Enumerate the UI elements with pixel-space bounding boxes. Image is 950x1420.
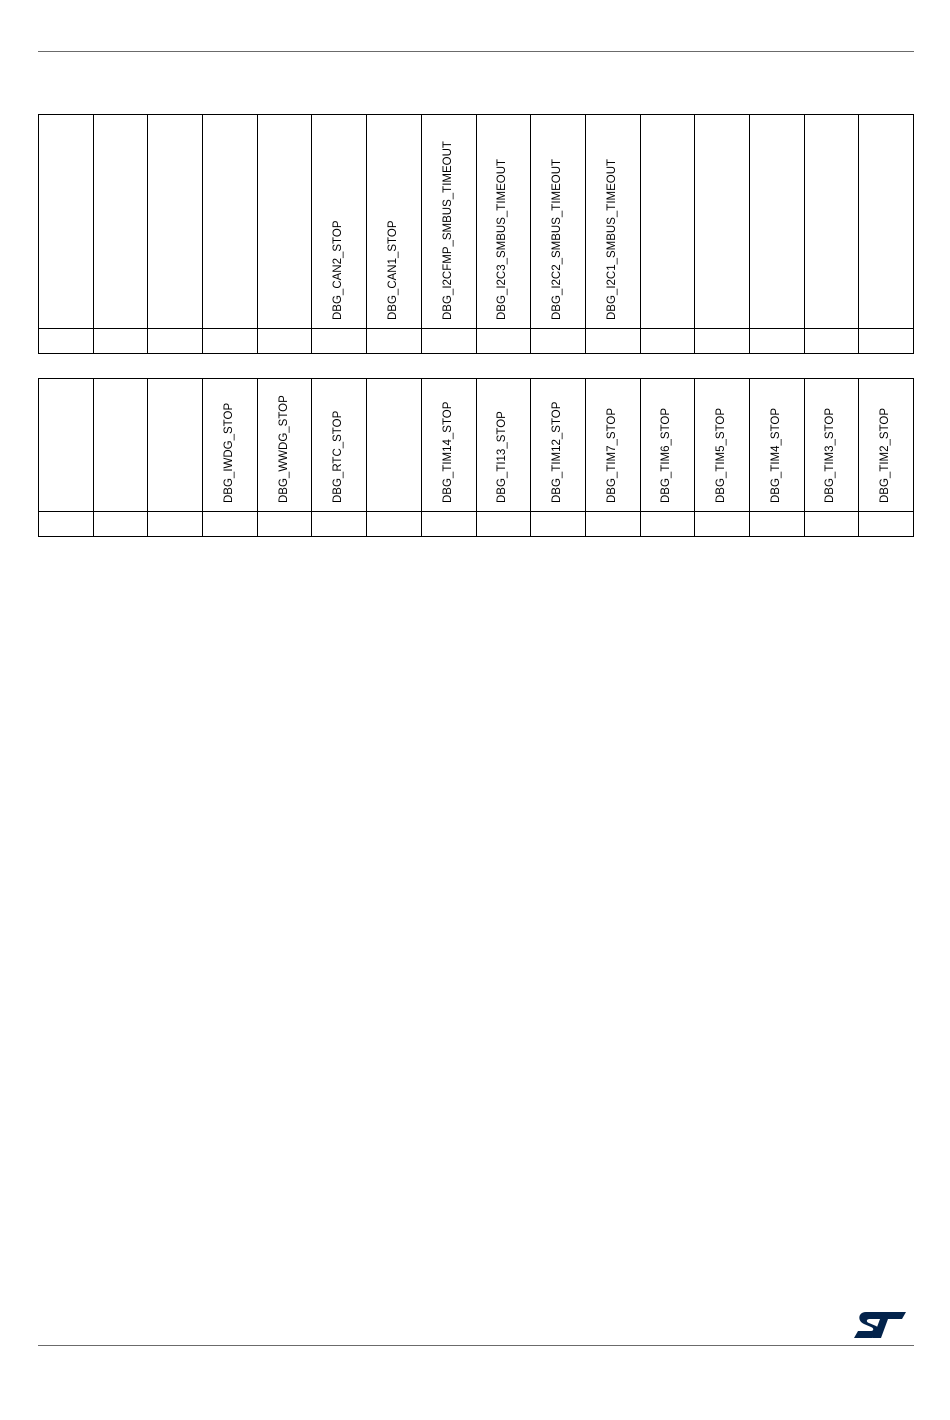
field-name-label: DBG_CAN2_STOP xyxy=(332,220,345,320)
field-name-label: DBG_TIM14_STOP xyxy=(441,401,454,503)
field-name-cell xyxy=(640,115,695,329)
field-value-cell xyxy=(640,329,695,354)
field-value-cell xyxy=(476,512,531,537)
field-name-cell xyxy=(421,379,476,512)
field-value-cell xyxy=(148,329,203,354)
field-value-cell xyxy=(749,512,804,537)
field-value-cell xyxy=(257,512,312,537)
header-rule xyxy=(38,51,914,52)
field-value-cell xyxy=(531,329,586,354)
field-name-cell xyxy=(257,115,312,329)
field-value-cell xyxy=(476,329,531,354)
field-value-cell xyxy=(640,512,695,537)
field-value-cell xyxy=(421,512,476,537)
field-name-row xyxy=(39,115,914,329)
field-name-label: DBG_TIM12_STOP xyxy=(551,401,564,503)
field-value-cell xyxy=(93,512,148,537)
field-name-label: DBG_TIM3_STOP xyxy=(824,407,837,503)
field-name-label: DBG_IWDG_STOP xyxy=(222,402,235,503)
field-name-cell xyxy=(203,115,258,329)
field-name-cell xyxy=(695,379,750,512)
field-name-cell xyxy=(203,379,258,512)
field-value-cell xyxy=(804,329,859,354)
field-value-cell xyxy=(203,512,258,537)
field-name-cell xyxy=(640,379,695,512)
st-logo-icon xyxy=(852,1310,908,1340)
field-name-cell xyxy=(585,115,640,329)
field-name-cell xyxy=(804,115,859,329)
field-value-cell xyxy=(859,329,914,354)
field-value-cell xyxy=(203,329,258,354)
field-name-cell xyxy=(367,379,422,512)
field-name-label: DBG_I2C3_SMBUS_TIMEOUT xyxy=(496,158,509,320)
field-name-label: DBG_RTC_STOP xyxy=(332,410,345,503)
field-name-cell xyxy=(421,115,476,329)
field-value-cell xyxy=(39,512,94,537)
field-name-cell xyxy=(531,379,586,512)
field-name-label: DBG_TIM7_STOP xyxy=(605,407,618,503)
field-value-cell xyxy=(421,329,476,354)
field-value-cell xyxy=(804,512,859,537)
field-name-label: DBG_WWDG_STOP xyxy=(277,395,290,503)
field-name-cell xyxy=(476,115,531,329)
field-name-cell xyxy=(476,379,531,512)
field-name-cell xyxy=(312,115,367,329)
field-name-cell xyxy=(749,379,804,512)
field-value-cell xyxy=(312,512,367,537)
field-name-cell xyxy=(859,115,914,329)
field-value-cell xyxy=(695,329,750,354)
field-value-cell xyxy=(39,329,94,354)
field-name-cell xyxy=(749,115,804,329)
field-value-cell xyxy=(367,329,422,354)
field-name-cell xyxy=(312,379,367,512)
field-name-row xyxy=(39,379,914,512)
field-value-cell xyxy=(93,329,148,354)
field-name-cell xyxy=(148,379,203,512)
field-value-cell xyxy=(585,512,640,537)
field-value-cell xyxy=(312,329,367,354)
field-name-cell xyxy=(93,379,148,512)
field-value-cell xyxy=(531,512,586,537)
field-name-cell xyxy=(804,379,859,512)
field-name-label: DBG_TIM5_STOP xyxy=(715,407,728,503)
field-name-label: DBG_TIM6_STOP xyxy=(660,407,673,503)
field-name-cell xyxy=(531,115,586,329)
field-name-cell xyxy=(39,115,94,329)
field-value-cell xyxy=(695,512,750,537)
field-value-cell xyxy=(148,512,203,537)
field-name-label: DBG_I2C1_SMBUS_TIMEOUT xyxy=(605,158,618,320)
field-name-cell xyxy=(695,115,750,329)
field-name-cell xyxy=(39,379,94,512)
field-value-cell xyxy=(859,512,914,537)
register-table-low xyxy=(38,378,914,537)
field-name-cell xyxy=(367,115,422,329)
field-name-cell xyxy=(859,379,914,512)
footer-rule xyxy=(38,1345,914,1346)
field-value-row xyxy=(39,512,914,537)
field-name-cell xyxy=(148,115,203,329)
field-value-cell xyxy=(585,329,640,354)
field-name-label: DBG_TIM2_STOP xyxy=(879,407,892,503)
register-table-high xyxy=(38,114,914,354)
field-value-cell xyxy=(749,329,804,354)
field-value-cell xyxy=(257,329,312,354)
field-name-label: DBG_TI13_STOP xyxy=(496,411,509,503)
field-name-label: DBG_I2CFMP_SMBUS_TIMEOUT xyxy=(441,141,454,320)
field-name-cell xyxy=(257,379,312,512)
field-value-row xyxy=(39,329,914,354)
field-name-label: DBG_I2C2_SMBUS_TIMEOUT xyxy=(551,158,564,320)
field-name-cell xyxy=(585,379,640,512)
field-value-cell xyxy=(367,512,422,537)
field-name-label: DBG_TIM4_STOP xyxy=(769,407,782,503)
field-name-cell xyxy=(93,115,148,329)
field-name-label: DBG_CAN1_STOP xyxy=(386,220,399,320)
